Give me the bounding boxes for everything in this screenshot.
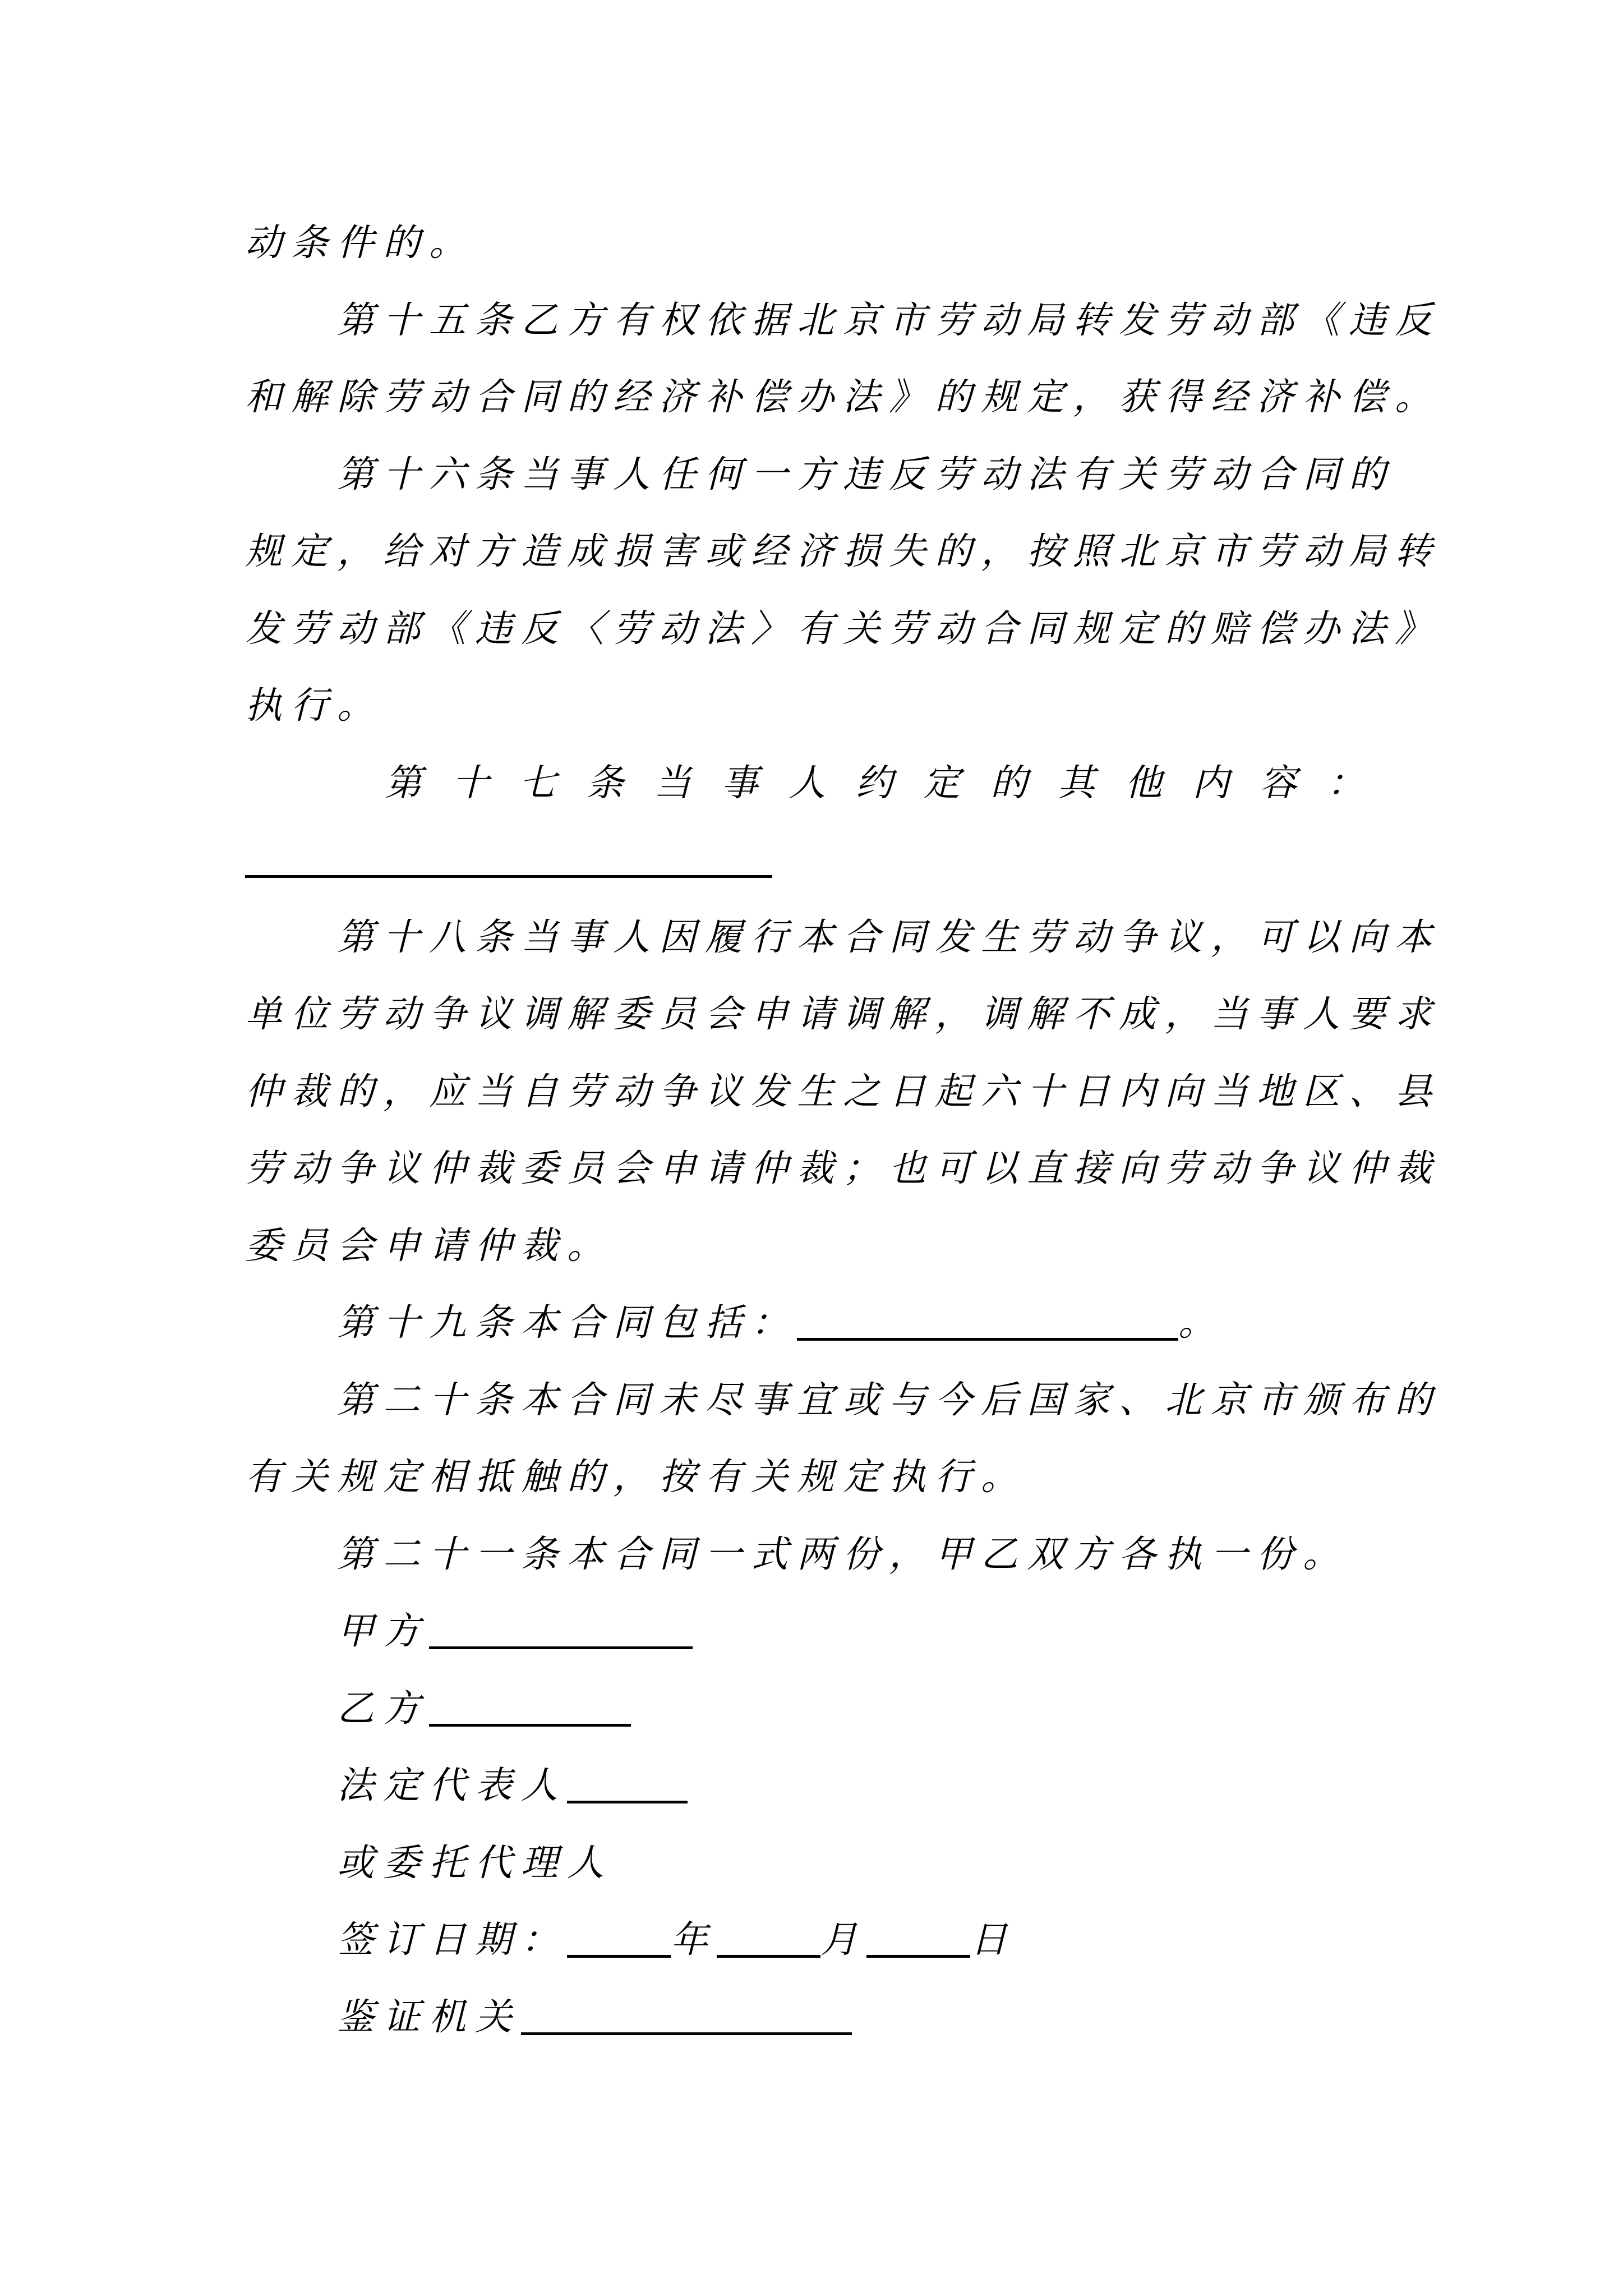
party-a-label: 甲方 bbox=[337, 1611, 429, 1652]
party-a-line bbox=[245, 1593, 1410, 1671]
sign-year-blank-field bbox=[567, 1955, 671, 1958]
article-18-line-1: 第十八条当事人因履行本合同发生劳动争议，可以向本 bbox=[337, 917, 1441, 958]
article-19-line bbox=[245, 1285, 1410, 1362]
article-15-line-1: 第十五条乙方有权依据北京市劳动局转发劳动部《违反 bbox=[337, 300, 1441, 341]
sign-date-label: 签订日期： bbox=[337, 1920, 567, 1961]
authority-line bbox=[245, 1979, 1410, 2056]
article-21-line: 第二十一条本合同一式两份，甲乙双方各执一份。 bbox=[337, 1534, 1349, 1575]
article-20-line-2: 有关规定相抵触的，按有关规定执行。 bbox=[245, 1457, 1027, 1498]
article-16-line-1: 第十六条当事人任何一方违反劳动法有关劳动合同的 bbox=[337, 454, 1395, 495]
article-16-line-3: 发劳动部《违反〈劳动法〉有关劳动合同规定的赔偿办法》 bbox=[245, 608, 1441, 650]
contract-includes-blank-field bbox=[797, 1338, 1178, 1341]
year-label: 年 bbox=[671, 1920, 717, 1961]
authority-blank-field bbox=[521, 2032, 852, 2035]
sign-month-blank-field bbox=[717, 1955, 820, 1958]
article-18-line-4: 劳动争议仲裁委员会申请仲裁；也可以直接向劳动争议仲裁 bbox=[245, 1148, 1441, 1189]
continuation-line: 动条件的。 bbox=[245, 223, 475, 264]
day-label: 日 bbox=[970, 1920, 1016, 1961]
party-a-blank-field bbox=[429, 1646, 693, 1649]
party-b-label: 乙方 bbox=[337, 1688, 429, 1729]
article-16-line-4: 执行。 bbox=[245, 685, 383, 726]
agent-line: 或委托代理人 bbox=[337, 1842, 613, 1884]
article-18-line-5: 委员会申请仲裁。 bbox=[245, 1225, 613, 1267]
legal-rep-blank-field bbox=[567, 1801, 688, 1803]
article-17-blank-line bbox=[245, 822, 1410, 899]
article-18-line-2: 单位劳动争议调解委员会申请调解，调解不成，当事人要求 bbox=[245, 994, 1441, 1035]
sign-date-line bbox=[245, 1902, 1410, 1979]
legal-rep-label: 法定代表人 bbox=[337, 1765, 567, 1806]
article-15-line-2: 和解除劳动合同的经济补偿办法》的规定，获得经济补偿。 bbox=[245, 377, 1441, 418]
article-17-heading: 第十七条当事人约定的其他内容： bbox=[385, 762, 1394, 804]
article-20-line-1: 第二十条本合同未尽事宜或与今后国家、北京市颁布的 bbox=[337, 1379, 1441, 1421]
other-content-blank-field bbox=[245, 875, 772, 878]
month-label: 月 bbox=[820, 1920, 866, 1961]
party-b-blank-field bbox=[429, 1724, 631, 1727]
party-b-line bbox=[245, 1671, 1410, 1748]
legal-rep-line bbox=[245, 1747, 1410, 1825]
article-18-line-3: 仲裁的，应当自劳动争议发生之日起六十日内向当地区、县 bbox=[245, 1071, 1441, 1112]
sign-day-blank-field bbox=[866, 1955, 970, 1958]
article-19-label: 第十九条本合同包括： bbox=[337, 1303, 797, 1343]
authority-label: 鉴证机关 bbox=[337, 1996, 521, 2038]
article-19-period: 。 bbox=[1178, 1303, 1224, 1343]
article-16-line-2: 规定，给对方造成损害或经济损失的，按照北京市劳动局转 bbox=[245, 531, 1441, 572]
